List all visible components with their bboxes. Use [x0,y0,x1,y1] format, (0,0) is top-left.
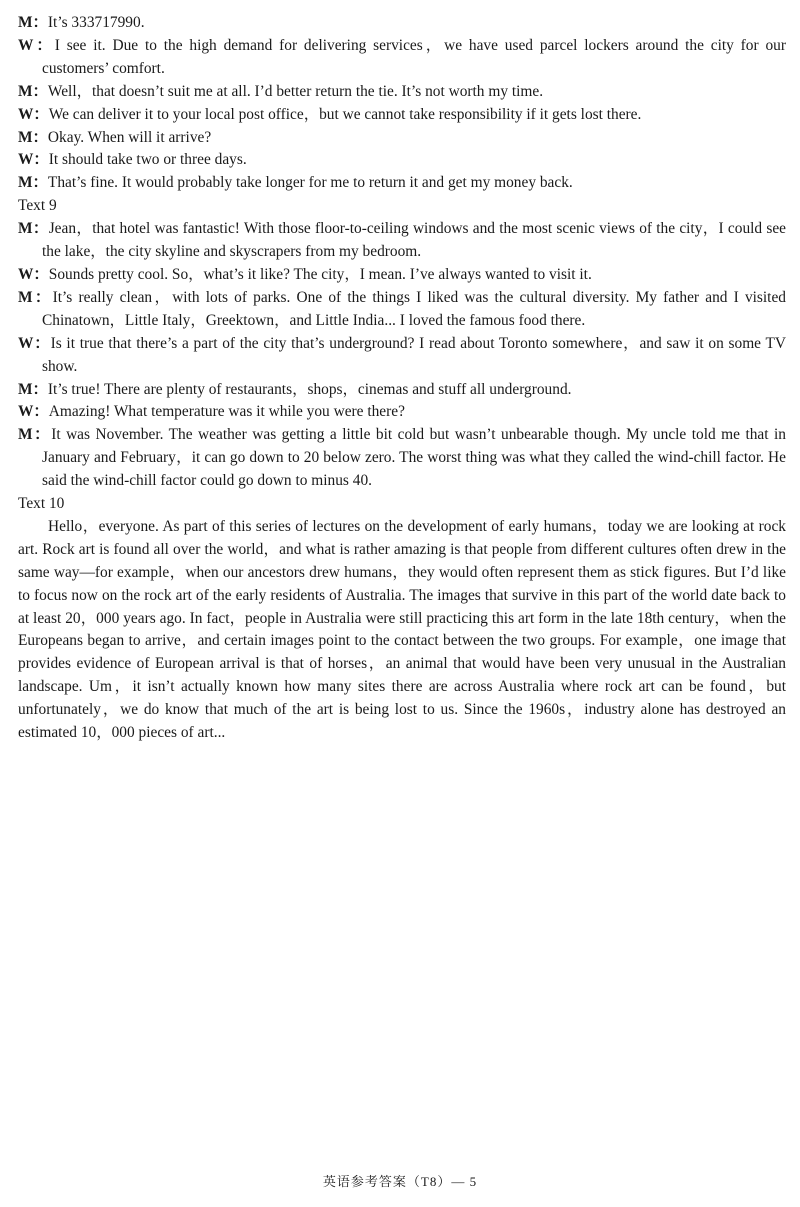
dialogue-text: Sounds pretty cool. So，what’s it like? The city，I mean. I’ve always wanted to visit it. [48,265,592,283]
page-footer: 英语参考答案（T8）— 5 [322,1174,478,1189]
dialogue-line [18,149,786,172]
dialogue-text: Is it true that there’s a part of the city that’s underground? I read about Toronto somewhere，and saw it on some TV show. [42,334,786,375]
dialogue-line [18,35,786,81]
dialogue-text: I see it. Due to the high demand for delivering services，we have used parcel lockers around the city for our customers’ comfort. [42,36,786,77]
dialogue-text: It’s true! There are plenty of restaurants，shops，cinemas and stuff all underground. [47,380,572,398]
speaker-label: M： [18,380,48,398]
text9-dialogue [18,218,786,493]
speaker-label: M： [18,14,48,31]
dialogue-text: That’s fine. It would probably take longer for me to return it and get my money back. [47,174,573,192]
speaker-label: M： [18,220,49,238]
speaker-label: W： [18,265,49,283]
dialogue-text: Jean，that hotel was fantastic! With those floor-to-ceiling windows and the most scenic views of the city，I could see the lake，the city skyline and skyscrapers from my bedroom. [42,220,786,261]
section-title-text9: Text 9 [18,197,57,215]
dialogue-line [18,104,786,127]
dialogue-text: Okay. When will it arrive? [47,128,212,146]
dialogue-line [18,172,786,195]
speaker-label: W： [18,151,49,169]
speaker-label: M： [18,174,48,192]
dialogue-line [18,218,786,264]
section-title-text10: Text 10 [18,495,65,513]
dialogue-line [18,264,786,287]
dialogue-line [18,333,786,379]
dialogue-text: It’s 333717990. [47,14,145,31]
dialogue-line [18,12,786,35]
dialogue-text: It was November. The weather was getting a little bit cold but wasn’t unbearable though. My uncle told me that in January and February，it can go down to 20 below zero. The worst thing was what they called the wind-chill factor. He said the wind-chill factor could go down to minus 40. [42,426,786,490]
speaker-label: W： [18,105,49,123]
dialogue-line [18,401,786,424]
document-page [18,12,786,745]
dialogue-text: It’s really clean，with lots of parks. One of the things I liked was the cultural diversity. My father and I visited Chinatown，Little Italy，Greektown，and Little India... I loved the famous food there. [42,288,786,329]
dialogue-text: Well，that doesn’t suit me at all. I’d better return the tie. It’s not worth my time. [47,82,544,100]
speaker-label: W： [18,36,55,54]
speaker-label: W： [18,334,51,352]
dialogue-line [18,287,786,333]
dialogue-line [18,379,786,402]
speaker-label: M： [18,82,48,100]
lecture-paragraph: Hello，everyone. As part of this series of lectures on the development of early humans，today we are looking at rock art. Rock art is found all over the world，and what is rather amazing is that people from different cultures often drew in the same way—for example，when our ancestors drew humans，they would often represent them as stick figures. But I’d like to focus now on the rock art of the early residents of Australia. The images that survive in this part of the world date back to at least 20，000 years ago. In fact，people in Australia were still practicing this art form in the late 18th century，when the Europeans began to arrive，and certain images point to the contact between the two groups. For example，one image that provides evidence of European arrival is that of horses，an animal that would have been very unusual in the Australian landscape. Um，it isn’t actually known how many sites there are across Australia where rock art can be found，but unfortunately，we do know that much of the art is being lost to us. Since the 1960s，industry alone has destroyed an estimated 10，000 pieces of art... [18,517,786,742]
speaker-label: M： [18,128,48,146]
dialogue-text: It should take two or three days. [48,151,247,169]
dialogue-text: We can deliver it to your local post office，but we cannot take responsibility if it gets lost there. [48,105,642,123]
dialogue-line [18,127,786,150]
dialogue-line [18,81,786,104]
dialogue-line [18,424,786,493]
dialogue-text: Amazing! What temperature was it while you were there? [48,403,405,421]
speaker-label: W： [18,403,49,421]
speaker-label: M： [18,288,53,306]
speaker-label: M： [18,426,52,444]
text8-dialogue [18,12,786,195]
